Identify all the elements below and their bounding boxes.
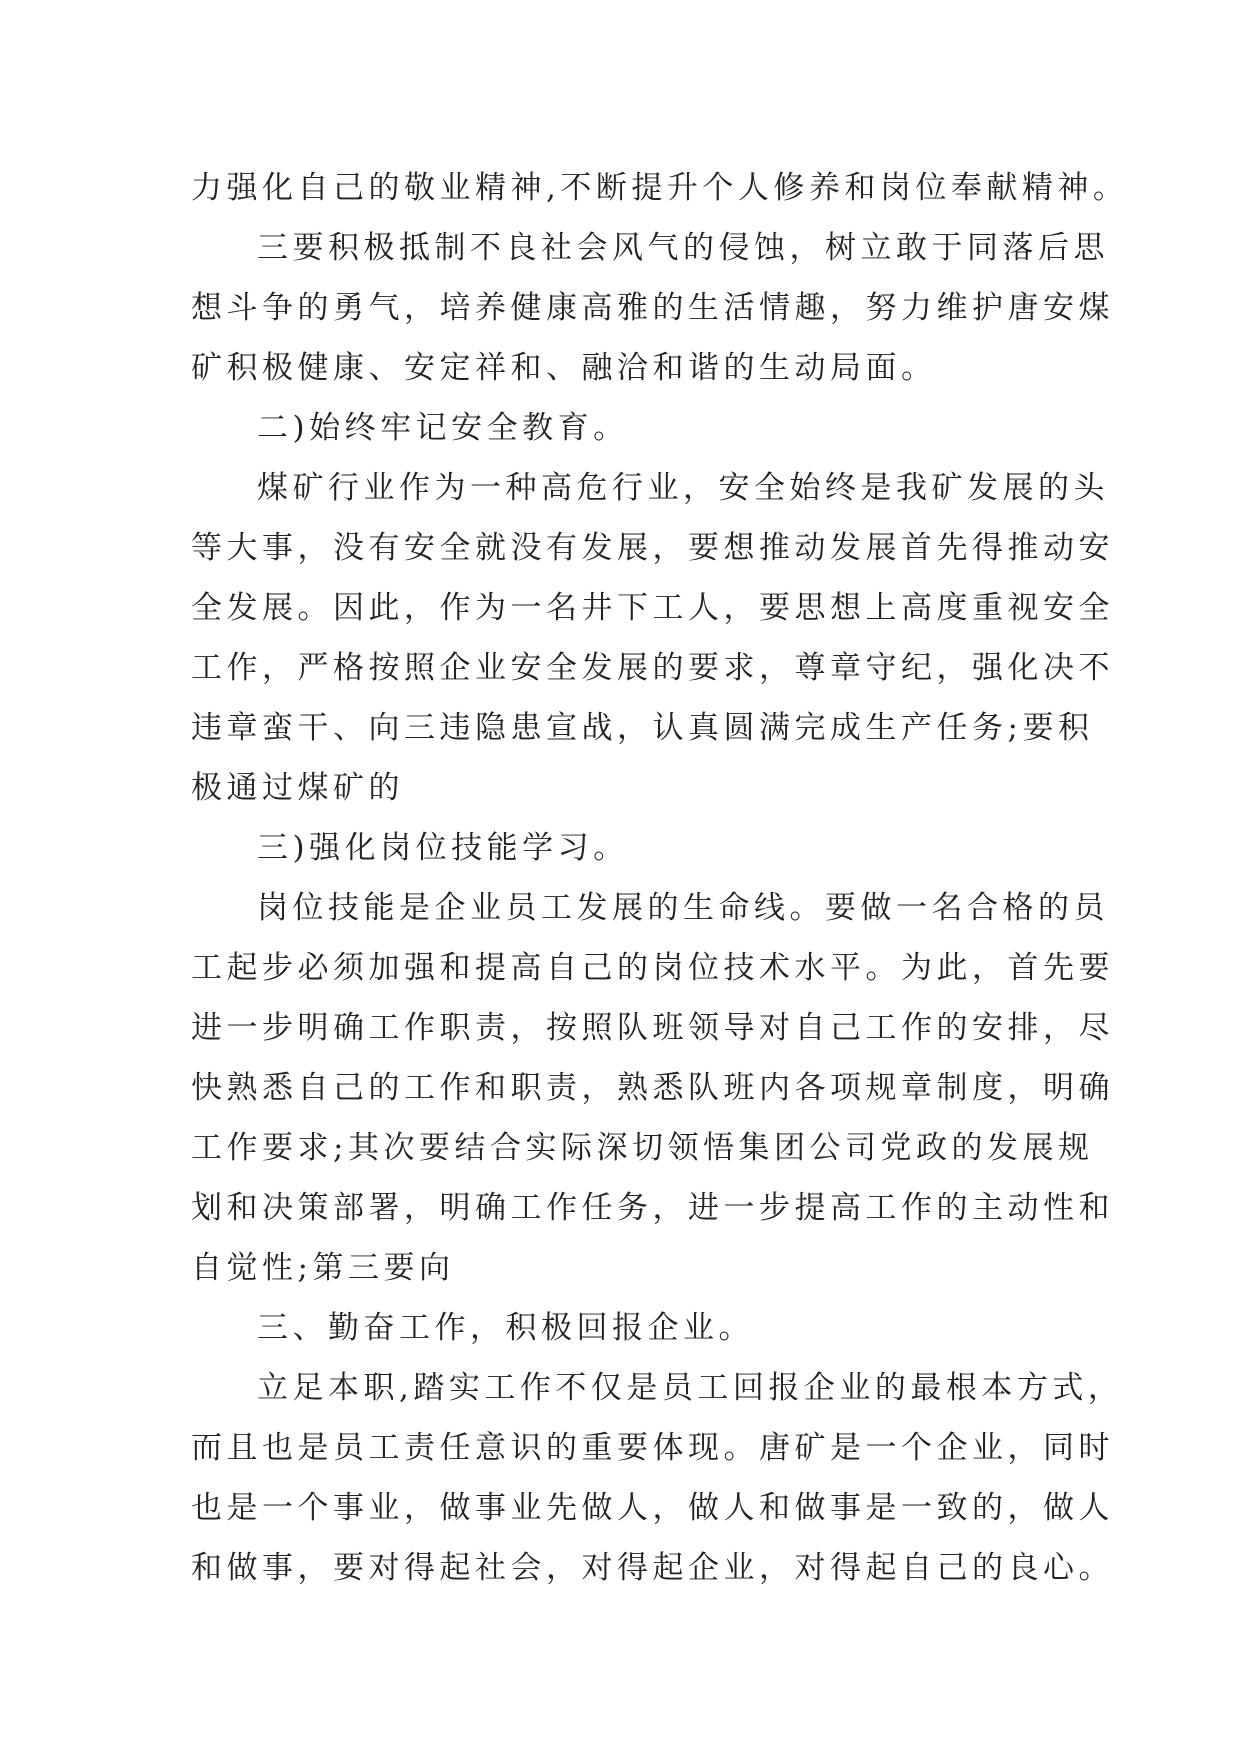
text-line: 工起步必须加强和提高自己的岗位技术水平。为此，首先要 xyxy=(191,950,1114,986)
section-heading: 三、勤奋工作，积极回报企业。 xyxy=(257,1310,754,1346)
text-line: 工作，严格按照企业安全发展的要求，尊章守纪，强化决不 xyxy=(191,650,1114,686)
text-line: 力强化自己的敬业精神,不断提升个人修养和岗位奉献精神。 xyxy=(191,170,1129,206)
text-line: 而且也是员工责任意识的重要体现。唐矿是一个企业，同时 xyxy=(191,1430,1114,1466)
text-line: 三要积极抵制不良社会风气的侵蚀，树立敢于同落后思 xyxy=(257,230,1109,266)
text-line: 违章蛮干、向三违隐患宣战，认真圆满完成生产任务;要积 xyxy=(191,710,1094,746)
text-line: 进一步明确工作职责，按照队班领导对自己工作的安排，尽 xyxy=(191,1010,1114,1046)
text-line: 工作要求;其次要结合实际深切领悟集团公司党政的发展规 xyxy=(191,1130,1094,1166)
text-line: 全发展。因此，作为一名井下工人，要思想上高度重视安全 xyxy=(191,590,1114,626)
text-line: 也是一个事业，做事业先做人，做人和做事是一致的，做人 xyxy=(191,1490,1114,1526)
text-line: 立足本职,踏实工作不仅是员工回报企业的最根本方式， xyxy=(257,1370,1124,1406)
section-heading: 二)始终牢记安全教育。 xyxy=(257,410,629,446)
text-line: 划和决策部署，明确工作任务，进一步提高工作的主动性和 xyxy=(191,1190,1114,1226)
text-line: 等大事，没有安全就没有发展，要想推动发展首先得推动安 xyxy=(191,530,1114,566)
text-line: 和做事，要对得起社会，对得起企业，对得起自己的良心。 xyxy=(191,1550,1114,1586)
text-line: 快熟悉自己的工作和职责，熟悉队班内各项规章制度，明确 xyxy=(191,1070,1114,1106)
document-body xyxy=(191,158,1129,1598)
text-line: 极通过煤矿的 xyxy=(191,770,404,806)
text-line: 自觉性;第三要向 xyxy=(191,1250,455,1286)
section-heading: 三)强化岗位技能学习。 xyxy=(257,830,629,866)
text-line: 想斗争的勇气，培养健康高雅的生活情趣，努力维护唐安煤 xyxy=(191,290,1114,326)
text-line: 岗位技能是企业员工发展的生命线。要做一名合格的员 xyxy=(257,890,1109,926)
text-line: 矿积极健康、安定祥和、融洽和谐的生动局面。 xyxy=(191,350,937,386)
text-line: 煤矿行业作为一种高危行业，安全始终是我矿发展的头 xyxy=(257,470,1109,506)
